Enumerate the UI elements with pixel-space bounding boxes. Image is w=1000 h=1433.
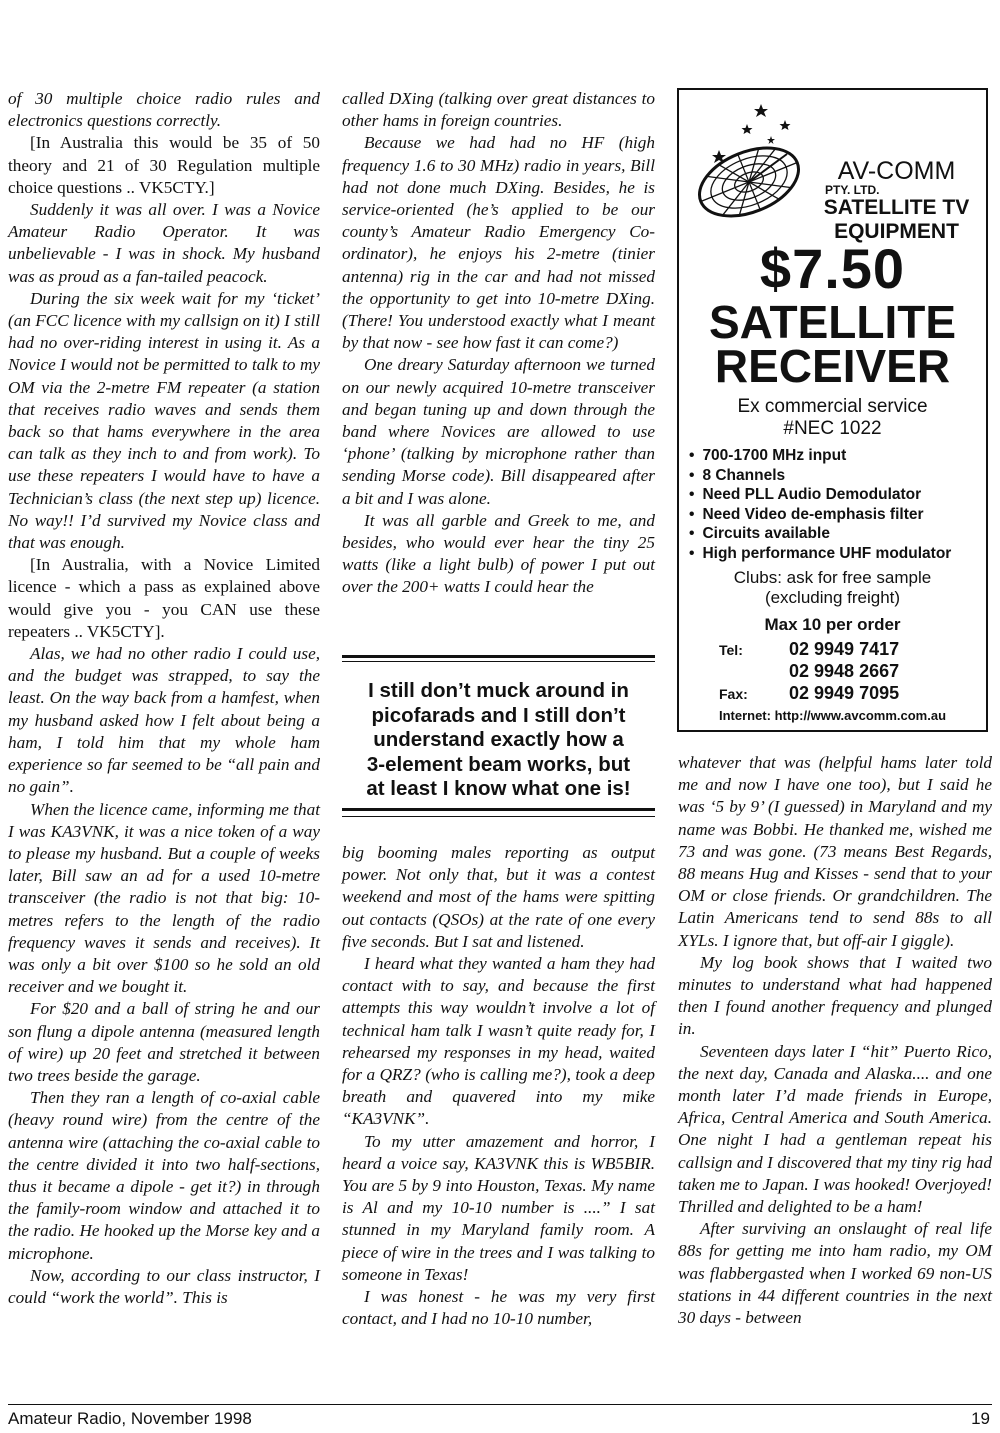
footer-publication: Amateur Radio, November 1998: [8, 1409, 252, 1428]
pull-quote-rule: [342, 655, 655, 658]
paragraph: I was honest - he was my very first contact, and I had no 10-10 number,: [342, 1287, 655, 1329]
ad-website: Internet: http://www.avcomm.com.au: [718, 708, 947, 723]
ad-subtitle: Ex commercial service: [737, 396, 928, 417]
ad-tagline-line: SATELLITE TV: [823, 196, 970, 219]
article-column-2-bottom: [342, 842, 655, 1330]
fax-number: 02 9949 7095: [789, 683, 900, 703]
ad-fax-row: [719, 683, 969, 704]
article-column-1: [8, 88, 320, 1309]
paragraph: Now, according to our class instructor, I could “work the world”. This is: [8, 1265, 320, 1307]
paragraph: During the six week wait for my ‘ticket’ (an FCC licence with my callsign on it) I still had no over-riding interest in using it. As a Novice I would not be permitted to talk to my OM via the 2-metre FM repeater (a station that receives radio waves and sends them back so that hams everywhere in the area can talk as they inch to and from work). To use these repeaters I would have to have a Technician’s class (the next step up) licence. No way!! I’d survived my Novice class and that was enough.: [8, 288, 320, 553]
ad-tagline-line: EQUIPMENT: [834, 220, 959, 243]
article-column-2-top: [342, 88, 655, 599]
pull-quote-line: picofarads and I still don’t: [371, 703, 626, 727]
pull-quote-line: 3-element beam works, but: [366, 752, 631, 776]
paragraph: For $20 and a ball of string he and our son flung a dipole antenna (measured length of wire) up 20 feet and stretched it between two trees beside the garage.: [8, 999, 320, 1085]
ad-order-limit: Max 10 per order: [764, 615, 901, 634]
ad-feature: • Circuits available: [689, 524, 951, 544]
paragraph: One dreary Saturday afternoon we turned on our newly acquired 10-metre transceiver and began tuning up and down through the band where Novices are allowed to use ‘phone’ (talking by microphone rather than sending Morse code). Bill disappeared after a bit and I was alone.: [342, 355, 655, 508]
paragraph: After surviving an onslaught of real life 88s for getting me into ham radio, my OM was flabbergasted when I worked 69 non-US stations in 44 different countries in the next 30 days - between: [678, 1219, 992, 1328]
tel-label: Tel:: [719, 642, 743, 658]
fax-label: Fax:: [719, 686, 748, 702]
paragraph: Because we had had no HF (high frequency 1.6 to 30 MHz) radio in years, Bill had not done much DXing. Besides, he is service-oriented (he’s applied to be our county’s Amateur Radio Emergency Co-ordinator), he enjoys his 2-metre (tinier antenna) rig in the car and had not missed the opportunity to get into 10-metre DXing. (There! You understood exactly what I meant by that now - see how fast it can come?): [342, 133, 655, 353]
paragraph: When the licence came, informing me that I was KA3VNK, it was a nice token of a way to please my husband. But a couple of weeks later, Bill saw an ad for a used 10-metre transceiver (the radio is not that big: 10-metres refers to the length of the radio frequency waves it sends and receives). It was only a bit over $100 so he sold an old receiver and we bought it.: [8, 799, 320, 997]
ad-feature: • 700-1700 MHz input: [689, 446, 951, 466]
paragraph: It was all garble and Greek to me, and besides, who would ever hear the tiny 25 watts (like a light bulb) of power I put out over the 200+ watts I could hear the: [342, 510, 655, 597]
paragraph: whatever that was (helpful hams later told me and now I have one too), but I said he was ‘5 by 9’ (I guessed) in Maryland and my name was Bobbi. He thanked me, wished me 73 and was gone. (73 means Best Regards, 88 means Hug and Kisses - send that to your OM or close friends. Or grandchildren. The Latin Americans tend to send 88s to all XYLs. I ignore that, but off-air I giggle).: [678, 753, 992, 950]
pull-quote-text: [342, 679, 655, 802]
ad-feature: • 8 Channels: [689, 466, 951, 486]
ad-brand: AV-COMM: [837, 157, 956, 185]
advertisement-box: [677, 88, 988, 732]
pull-quote-line: I still don’t muck around in: [368, 679, 629, 702]
ad-freight-note: (excluding freight): [764, 588, 901, 607]
ad-feature-list: [689, 446, 951, 563]
article-column-3: [678, 752, 992, 1329]
paragraph: Then they ran a length of co-axial cable (heavy round wire) from the centre of the antenna wire (attaching the co-axial cable to the centre divided it into two half-sections, thus it became a dipole - get it?) in through the family-room window and attached it to the radio. He hooked up the Morse key and a microphone.: [8, 1088, 320, 1263]
tel-number: 02 9949 7417: [789, 639, 900, 659]
paragraph: To my utter amazement and horror, I heard a voice say, KA3VNK this is WB5BIR. You are 5 by 9 into Houston, Texas. My name is Al and my 10-10 number is ....” I sat stunned in my Maryland family room. A piece of wire in the trees and I was talking to someone in Texas!: [342, 1131, 655, 1284]
ad-phone-row: [719, 639, 969, 660]
paragraph: I heard what they wanted a ham they had contact with to say, and because the first attempts this way wouldn’t involve a lot of technical ham talk I wasn’t quite ready for, I rehearsed my responses in my head, waited for a QRZ? (who is calling me?), took a deep breath and quavered into my mike “KA3VNK”.: [342, 954, 655, 1129]
satellite-dish-icon: [691, 98, 803, 218]
pull-quote: [342, 655, 655, 825]
ad-headline: RECEIVER: [714, 340, 951, 392]
tel-number: 02 9948 2667: [789, 661, 900, 681]
editor-note: [In Australia this would be 35 of 50 theory and 21 of 30 Regulation multiple choice questions .. VK5CTY.]: [8, 133, 320, 197]
page-number: 19: [971, 1409, 990, 1428]
ad-phone-row: [719, 661, 969, 682]
ad-headline: SATELLITE: [708, 296, 957, 348]
paragraph: Suddenly it was all over. I was a Novice Amateur Radio Operator. It was unbelievable - I was in shock. My husband was as proud as a fan-tailed peacock.: [8, 200, 320, 286]
ad-feature: • High performance UHF modulator: [689, 544, 951, 564]
pull-quote-rule: [342, 816, 655, 817]
paragraph: My log book shows that I waited two minutes to understand what had happened then I found another frequency and plunged in.: [678, 952, 992, 1039]
ad-model: #NEC 1022: [783, 418, 882, 439]
pull-quote-rule: [342, 808, 655, 811]
paragraph: called DXing (talking over great distances to other hams in foreign countries.: [342, 89, 655, 131]
ad-price: $7.50: [759, 237, 906, 300]
ad-clubs-offer: Clubs: ask for free sample: [733, 568, 932, 587]
pull-quote-line: understand exactly how a: [373, 728, 624, 751]
paragraph: of 30 multiple choice radio rules and electronics questions correctly.: [8, 89, 320, 131]
pull-quote-rule: [342, 661, 655, 662]
ad-feature: • Need Video de-emphasis filter: [689, 505, 951, 525]
editor-note: [In Australia, with a Novice Limited licence - which a pass as explained above would give you - you CAN use these repeaters .. VK5CTY].: [8, 555, 320, 641]
footer-rule: [8, 1404, 992, 1405]
ad-pty: PTY. LTD.: [825, 183, 880, 197]
ad-feature: • Need PLL Audio Demodulator: [689, 485, 951, 505]
paragraph: big booming males reporting as output power. Not only that, but it was a contest weekend and most of the hams were spitting out contacts (QSOs) at the rate of one every five seconds. But I sat and listened.: [342, 843, 655, 951]
paragraph: Seventeen days later I “hit” Puerto Rico, the next day, Canada and Alaska.... and one month later I’d made friends in Europe, Africa, Central America and South America. One night I had a gentleman repeat his callsign and I discovered that my tiny rig had taken me to Japan. I was hooked! Overjoyed! Thrilled and delighted to be a ham!: [678, 1041, 992, 1217]
paragraph: Alas, we had no other radio I could use, and the budget was strapped, to say the least. On the way back from a hamfest, when my husband asked how I felt about being a ham, I told him that my whole ham experience so far seemed to be “all pain and no gain”.: [8, 644, 320, 797]
pull-quote-line: at least I know what one is!: [366, 777, 631, 800]
